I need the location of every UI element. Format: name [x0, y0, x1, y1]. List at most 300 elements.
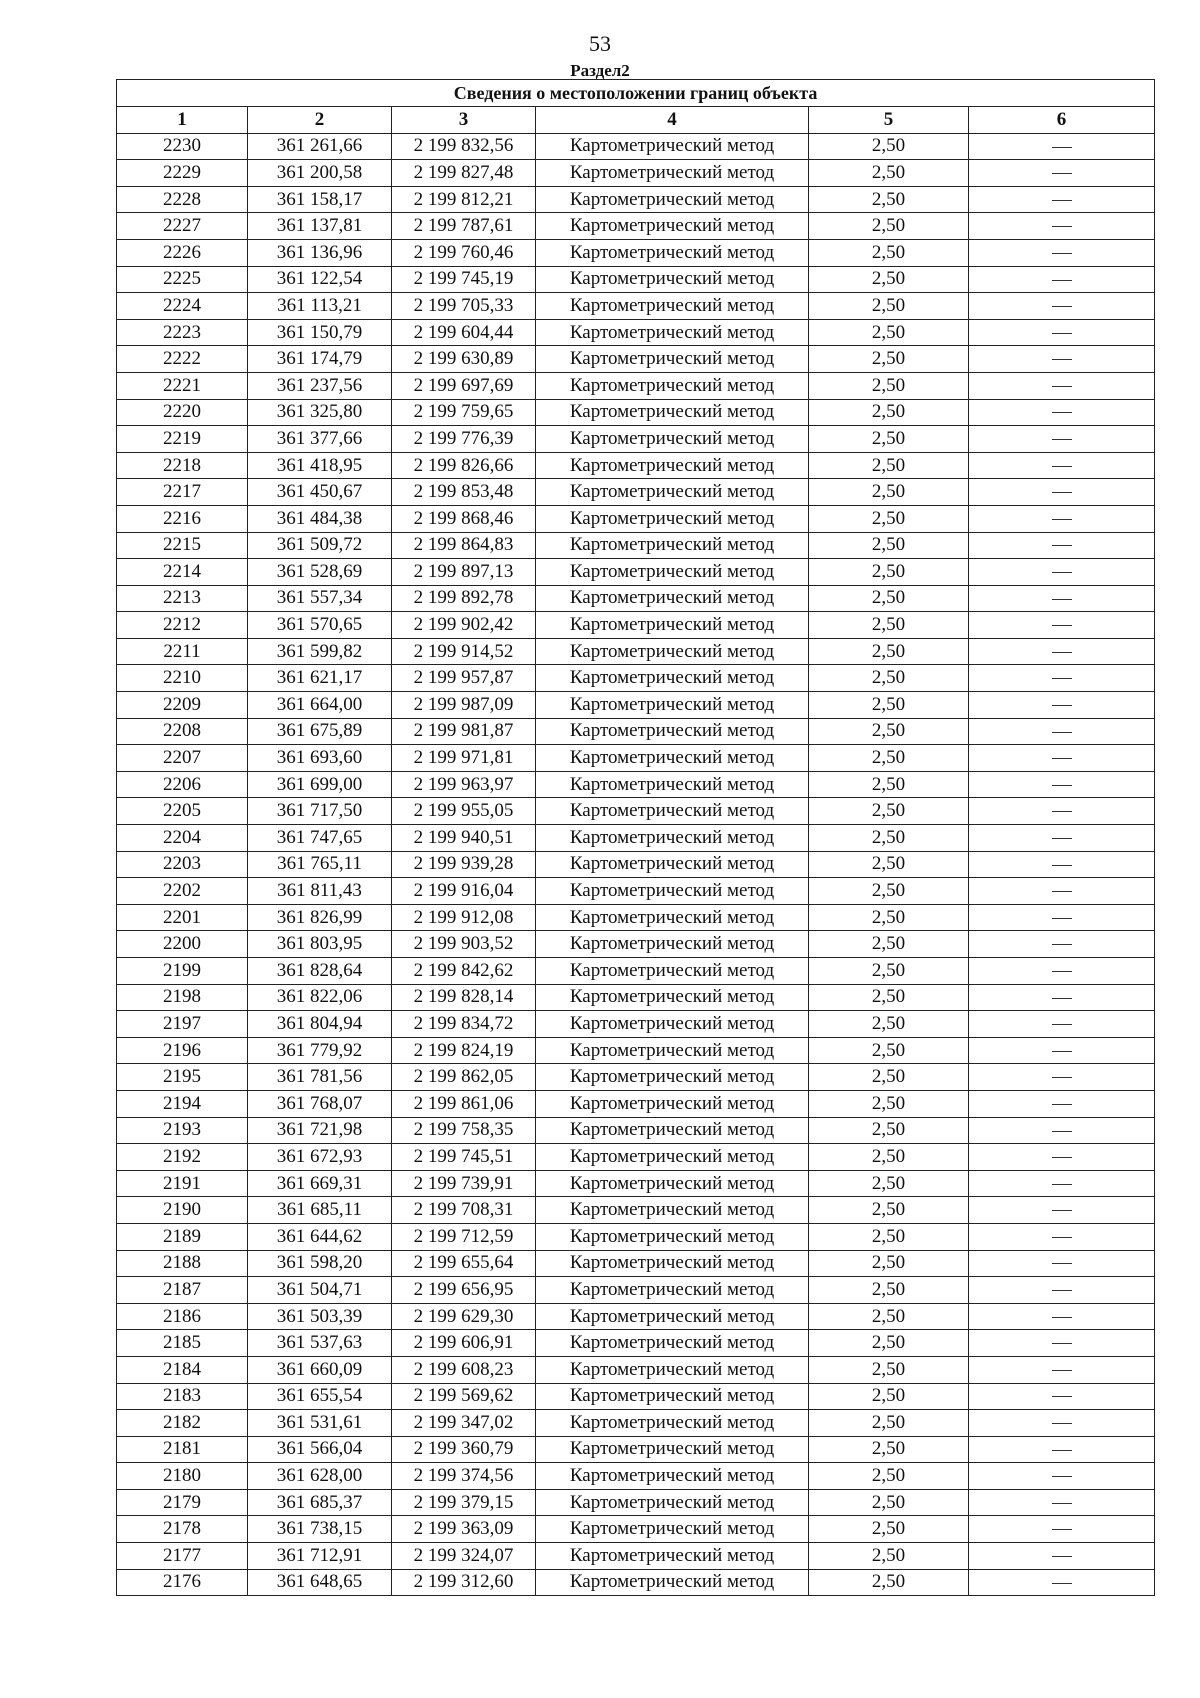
method-cell: Картометрический метод [536, 638, 809, 665]
y-coordinate-cell: 2 199 745,19 [392, 266, 536, 293]
x-coordinate-cell: 361 418,95 [248, 452, 392, 479]
table-row [117, 133, 1155, 160]
table-row [117, 1277, 1155, 1304]
dash-mark [1052, 1503, 1072, 1504]
x-coordinate-cell: 361 747,65 [248, 825, 392, 852]
accuracy-cell: 2,50 [809, 1011, 969, 1038]
dash-mark [1052, 705, 1072, 706]
dash-mark [1052, 971, 1072, 972]
accuracy-cell: 2,50 [809, 399, 969, 426]
point-number-cell: 2214 [117, 559, 248, 586]
y-coordinate-cell: 2 199 745,51 [392, 1144, 536, 1171]
accuracy-cell: 2,50 [809, 1463, 969, 1490]
point-number-cell: 2177 [117, 1543, 248, 1570]
method-cell: Картометрический метод [536, 1436, 809, 1463]
accuracy-cell: 2,50 [809, 931, 969, 958]
y-coordinate-cell: 2 199 912,08 [392, 904, 536, 931]
x-coordinate-cell: 361 122,54 [248, 266, 392, 293]
dash-mark [1052, 1290, 1072, 1291]
table-row [117, 1303, 1155, 1330]
x-coordinate-cell: 361 721,98 [248, 1117, 392, 1144]
point-number-cell: 2198 [117, 984, 248, 1011]
table-row [117, 559, 1155, 586]
description-cell [969, 505, 1155, 532]
y-coordinate-cell: 2 199 902,42 [392, 612, 536, 639]
accuracy-cell: 2,50 [809, 1543, 969, 1570]
description-cell [969, 293, 1155, 320]
y-coordinate-cell: 2 199 987,09 [392, 692, 536, 719]
description-cell [969, 479, 1155, 506]
y-coordinate-cell: 2 199 324,07 [392, 1543, 536, 1570]
point-number-cell: 2229 [117, 160, 248, 187]
x-coordinate-cell: 361 699,00 [248, 771, 392, 798]
dash-mark [1052, 918, 1072, 919]
point-number-cell: 2208 [117, 718, 248, 745]
table-row [117, 532, 1155, 559]
accuracy-cell: 2,50 [809, 585, 969, 612]
table-row [117, 665, 1155, 692]
table-row [117, 1144, 1155, 1171]
column-header-4: 4 [536, 107, 809, 134]
accuracy-cell: 2,50 [809, 319, 969, 346]
point-number-cell: 2216 [117, 505, 248, 532]
description-cell [969, 319, 1155, 346]
point-number-cell: 2211 [117, 638, 248, 665]
dash-mark [1052, 1396, 1072, 1397]
dash-mark [1052, 1237, 1072, 1238]
table-row [117, 1117, 1155, 1144]
accuracy-cell: 2,50 [809, 1516, 969, 1543]
method-cell: Картометрический метод [536, 1223, 809, 1250]
method-cell: Картометрический метод [536, 718, 809, 745]
method-cell: Картометрический метод [536, 133, 809, 160]
point-number-cell: 2212 [117, 612, 248, 639]
y-coordinate-cell: 2 199 827,48 [392, 160, 536, 187]
point-number-cell: 2218 [117, 452, 248, 479]
description-cell [969, 1197, 1155, 1224]
dash-mark [1052, 891, 1072, 892]
method-cell: Картометрический метод [536, 1011, 809, 1038]
description-cell [969, 665, 1155, 692]
method-cell: Картометрический метод [536, 851, 809, 878]
table-row [117, 692, 1155, 719]
method-cell: Картометрический метод [536, 1356, 809, 1383]
point-number-cell: 2190 [117, 1197, 248, 1224]
point-number-cell: 2178 [117, 1516, 248, 1543]
description-cell [969, 718, 1155, 745]
description-cell [969, 1463, 1155, 1490]
description-cell [969, 186, 1155, 213]
table-row [117, 851, 1155, 878]
dash-mark [1052, 1131, 1072, 1132]
point-number-cell: 2201 [117, 904, 248, 931]
method-cell: Картометрический метод [536, 771, 809, 798]
dash-mark [1052, 545, 1072, 546]
table-row [117, 213, 1155, 240]
y-coordinate-cell: 2 199 957,87 [392, 665, 536, 692]
description-cell [969, 1090, 1155, 1117]
method-cell: Картометрический метод [536, 426, 809, 453]
table-row [117, 771, 1155, 798]
y-coordinate-cell: 2 199 374,56 [392, 1463, 536, 1490]
accuracy-cell: 2,50 [809, 1090, 969, 1117]
method-cell: Картометрический метод [536, 1090, 809, 1117]
point-number-cell: 2206 [117, 771, 248, 798]
y-coordinate-cell: 2 199 604,44 [392, 319, 536, 346]
y-coordinate-cell: 2 199 629,30 [392, 1303, 536, 1330]
description-cell [969, 1543, 1155, 1570]
point-number-cell: 2223 [117, 319, 248, 346]
y-coordinate-cell: 2 199 892,78 [392, 585, 536, 612]
accuracy-cell: 2,50 [809, 160, 969, 187]
dash-mark [1052, 173, 1072, 174]
description-cell [969, 931, 1155, 958]
column-header-1: 1 [117, 107, 248, 134]
table-row [117, 1037, 1155, 1064]
point-number-cell: 2192 [117, 1144, 248, 1171]
description-cell [969, 745, 1155, 772]
x-coordinate-cell: 361 672,93 [248, 1144, 392, 1171]
x-coordinate-cell: 361 738,15 [248, 1516, 392, 1543]
description-cell [969, 798, 1155, 825]
y-coordinate-cell: 2 199 864,83 [392, 532, 536, 559]
accuracy-cell: 2,50 [809, 1223, 969, 1250]
y-coordinate-cell: 2 199 868,46 [392, 505, 536, 532]
table-row [117, 1463, 1155, 1490]
dash-mark [1052, 147, 1072, 148]
description-cell [969, 1037, 1155, 1064]
x-coordinate-cell: 361 660,09 [248, 1356, 392, 1383]
x-coordinate-cell: 361 570,65 [248, 612, 392, 639]
x-coordinate-cell: 361 648,65 [248, 1569, 392, 1596]
point-number-cell: 2222 [117, 346, 248, 373]
method-cell: Картометрический метод [536, 878, 809, 905]
y-coordinate-cell: 2 199 862,05 [392, 1064, 536, 1091]
x-coordinate-cell: 361 768,07 [248, 1090, 392, 1117]
table-row [117, 1250, 1155, 1277]
x-coordinate-cell: 361 693,60 [248, 745, 392, 772]
accuracy-cell: 2,50 [809, 1356, 969, 1383]
table-row [117, 1383, 1155, 1410]
x-coordinate-cell: 361 644,62 [248, 1223, 392, 1250]
description-cell [969, 612, 1155, 639]
dash-mark [1052, 998, 1072, 999]
y-coordinate-cell: 2 199 705,33 [392, 293, 536, 320]
x-coordinate-cell: 361 200,58 [248, 160, 392, 187]
method-cell: Картометрический метод [536, 585, 809, 612]
x-coordinate-cell: 361 655,54 [248, 1383, 392, 1410]
table-row [117, 984, 1155, 1011]
table-row [117, 1090, 1155, 1117]
accuracy-cell: 2,50 [809, 346, 969, 373]
table-row [117, 426, 1155, 453]
dash-mark [1052, 1210, 1072, 1211]
accuracy-cell: 2,50 [809, 771, 969, 798]
y-coordinate-cell: 2 199 842,62 [392, 958, 536, 985]
point-number-cell: 2200 [117, 931, 248, 958]
table-row [117, 1223, 1155, 1250]
dash-mark [1052, 678, 1072, 679]
column-header-5: 5 [809, 107, 969, 134]
x-coordinate-cell: 361 779,92 [248, 1037, 392, 1064]
boundary-coordinates-table [116, 79, 1155, 1596]
description-cell [969, 1223, 1155, 1250]
table-row [117, 798, 1155, 825]
accuracy-cell: 2,50 [809, 213, 969, 240]
y-coordinate-cell: 2 199 897,13 [392, 559, 536, 586]
dash-mark [1052, 1370, 1072, 1371]
y-coordinate-cell: 2 199 712,59 [392, 1223, 536, 1250]
method-cell: Картометрический метод [536, 984, 809, 1011]
point-number-cell: 2189 [117, 1223, 248, 1250]
description-cell [969, 372, 1155, 399]
point-number-cell: 2181 [117, 1436, 248, 1463]
table-row [117, 878, 1155, 905]
x-coordinate-cell: 361 504,71 [248, 1277, 392, 1304]
accuracy-cell: 2,50 [809, 1117, 969, 1144]
x-coordinate-cell: 361 174,79 [248, 346, 392, 373]
description-cell [969, 160, 1155, 187]
point-number-cell: 2217 [117, 479, 248, 506]
table-row [117, 1064, 1155, 1091]
point-number-cell: 2225 [117, 266, 248, 293]
x-coordinate-cell: 361 113,21 [248, 293, 392, 320]
method-cell: Картометрический метод [536, 931, 809, 958]
method-cell: Картометрический метод [536, 1410, 809, 1437]
y-coordinate-cell: 2 199 903,52 [392, 931, 536, 958]
table-row [117, 931, 1155, 958]
y-coordinate-cell: 2 199 832,56 [392, 133, 536, 160]
y-coordinate-cell: 2 199 826,66 [392, 452, 536, 479]
dash-mark [1052, 625, 1072, 626]
method-cell: Картометрический метод [536, 1117, 809, 1144]
method-cell: Картометрический метод [536, 160, 809, 187]
point-number-cell: 2182 [117, 1410, 248, 1437]
dash-mark [1052, 785, 1072, 786]
x-coordinate-cell: 361 599,82 [248, 638, 392, 665]
point-number-cell: 2183 [117, 1383, 248, 1410]
description-cell [969, 559, 1155, 586]
accuracy-cell: 2,50 [809, 958, 969, 985]
accuracy-cell: 2,50 [809, 718, 969, 745]
dash-mark [1052, 519, 1072, 520]
dash-mark [1052, 732, 1072, 733]
method-cell: Картометрический метод [536, 745, 809, 772]
description-cell [969, 213, 1155, 240]
y-coordinate-cell: 2 199 971,81 [392, 745, 536, 772]
point-number-cell: 2204 [117, 825, 248, 852]
method-cell: Картометрический метод [536, 319, 809, 346]
point-number-cell: 2205 [117, 798, 248, 825]
method-cell: Картометрический метод [536, 1569, 809, 1596]
accuracy-cell: 2,50 [809, 1277, 969, 1304]
accuracy-cell: 2,50 [809, 186, 969, 213]
dash-mark [1052, 572, 1072, 573]
dash-mark [1052, 758, 1072, 759]
dash-mark [1052, 386, 1072, 387]
table-row [117, 1011, 1155, 1038]
description-cell [969, 1356, 1155, 1383]
point-number-cell: 2197 [117, 1011, 248, 1038]
description-cell [969, 133, 1155, 160]
dash-mark [1052, 1583, 1072, 1584]
table-row [117, 452, 1155, 479]
y-coordinate-cell: 2 199 739,91 [392, 1170, 536, 1197]
dash-mark [1052, 1317, 1072, 1318]
x-coordinate-cell: 361 150,79 [248, 319, 392, 346]
point-number-cell: 2186 [117, 1303, 248, 1330]
accuracy-cell: 2,50 [809, 293, 969, 320]
x-coordinate-cell: 361 509,72 [248, 532, 392, 559]
table-row [117, 958, 1155, 985]
accuracy-cell: 2,50 [809, 1410, 969, 1437]
method-cell: Картометрический метод [536, 798, 809, 825]
method-cell: Картометрический метод [536, 532, 809, 559]
y-coordinate-cell: 2 199 630,89 [392, 346, 536, 373]
dash-mark [1052, 599, 1072, 600]
accuracy-cell: 2,50 [809, 692, 969, 719]
y-coordinate-cell: 2 199 347,02 [392, 1410, 536, 1437]
description-cell [969, 825, 1155, 852]
point-number-cell: 2224 [117, 293, 248, 320]
accuracy-cell: 2,50 [809, 426, 969, 453]
table-row [117, 372, 1155, 399]
y-coordinate-cell: 2 199 916,04 [392, 878, 536, 905]
method-cell: Картометрический метод [536, 958, 809, 985]
method-cell: Картометрический метод [536, 293, 809, 320]
x-coordinate-cell: 361 675,89 [248, 718, 392, 745]
method-cell: Картометрический метод [536, 1170, 809, 1197]
method-cell: Картометрический метод [536, 904, 809, 931]
table-row [117, 293, 1155, 320]
method-cell: Картометрический метод [536, 559, 809, 586]
method-cell: Картометрический метод [536, 1383, 809, 1410]
description-cell [969, 266, 1155, 293]
y-coordinate-cell: 2 199 834,72 [392, 1011, 536, 1038]
point-number-cell: 2180 [117, 1463, 248, 1490]
accuracy-cell: 2,50 [809, 372, 969, 399]
dash-mark [1052, 492, 1072, 493]
table-row [117, 266, 1155, 293]
y-coordinate-cell: 2 199 379,15 [392, 1489, 536, 1516]
dash-mark [1052, 838, 1072, 839]
x-coordinate-cell: 361 712,91 [248, 1543, 392, 1570]
accuracy-cell: 2,50 [809, 878, 969, 905]
x-coordinate-cell: 361 628,00 [248, 1463, 392, 1490]
point-number-cell: 2193 [117, 1117, 248, 1144]
column-header-6: 6 [969, 107, 1155, 134]
point-number-cell: 2226 [117, 239, 248, 266]
y-coordinate-cell: 2 199 363,09 [392, 1516, 536, 1543]
table-row [117, 1569, 1155, 1596]
description-cell [969, 851, 1155, 878]
accuracy-cell: 2,50 [809, 505, 969, 532]
method-cell: Картометрический метод [536, 239, 809, 266]
dash-mark [1052, 1263, 1072, 1264]
x-coordinate-cell: 361 566,04 [248, 1436, 392, 1463]
y-coordinate-cell: 2 199 708,31 [392, 1197, 536, 1224]
description-cell [969, 1064, 1155, 1091]
y-coordinate-cell: 2 199 955,05 [392, 798, 536, 825]
method-cell: Картометрический метод [536, 452, 809, 479]
accuracy-cell: 2,50 [809, 1330, 969, 1357]
x-coordinate-cell: 361 528,69 [248, 559, 392, 586]
dash-mark [1052, 652, 1072, 653]
table-row [117, 1197, 1155, 1224]
table-body [117, 133, 1155, 1596]
dash-mark [1052, 1104, 1072, 1105]
dash-mark [1052, 865, 1072, 866]
point-number-cell: 2215 [117, 532, 248, 559]
accuracy-cell: 2,50 [809, 745, 969, 772]
description-cell [969, 1170, 1155, 1197]
x-coordinate-cell: 361 685,11 [248, 1197, 392, 1224]
x-coordinate-cell: 361 237,56 [248, 372, 392, 399]
description-cell [969, 1410, 1155, 1437]
description-cell [969, 1011, 1155, 1038]
method-cell: Картометрический метод [536, 346, 809, 373]
point-number-cell: 2213 [117, 585, 248, 612]
table-row [117, 585, 1155, 612]
x-coordinate-cell: 361 803,95 [248, 931, 392, 958]
description-cell [969, 1516, 1155, 1543]
accuracy-cell: 2,50 [809, 1144, 969, 1171]
accuracy-cell: 2,50 [809, 984, 969, 1011]
dash-mark [1052, 811, 1072, 812]
method-cell: Картометрический метод [536, 1037, 809, 1064]
y-coordinate-cell: 2 199 360,79 [392, 1436, 536, 1463]
table-row [117, 904, 1155, 931]
method-cell: Картометрический метод [536, 1543, 809, 1570]
description-cell [969, 1330, 1155, 1357]
point-number-cell: 2221 [117, 372, 248, 399]
accuracy-cell: 2,50 [809, 851, 969, 878]
accuracy-cell: 2,50 [809, 239, 969, 266]
point-number-cell: 2191 [117, 1170, 248, 1197]
table-row [117, 399, 1155, 426]
description-cell [969, 1117, 1155, 1144]
table-row [117, 319, 1155, 346]
x-coordinate-cell: 361 136,96 [248, 239, 392, 266]
dash-mark [1052, 280, 1072, 281]
method-cell: Картометрический метод [536, 505, 809, 532]
dash-mark [1052, 1529, 1072, 1530]
x-coordinate-cell: 361 781,56 [248, 1064, 392, 1091]
description-cell [969, 984, 1155, 1011]
dash-mark [1052, 1184, 1072, 1185]
accuracy-cell: 2,50 [809, 1303, 969, 1330]
dash-mark [1052, 253, 1072, 254]
dash-mark [1052, 1423, 1072, 1424]
dash-mark [1052, 439, 1072, 440]
y-coordinate-cell: 2 199 940,51 [392, 825, 536, 852]
dash-mark [1052, 200, 1072, 201]
dash-mark [1052, 1450, 1072, 1451]
point-number-cell: 2227 [117, 213, 248, 240]
point-number-cell: 2219 [117, 426, 248, 453]
table-caption: Сведения о местоположении границ объекта [117, 80, 1155, 107]
description-cell [969, 585, 1155, 612]
method-cell: Картометрический метод [536, 372, 809, 399]
point-number-cell: 2209 [117, 692, 248, 719]
table-row [117, 718, 1155, 745]
description-cell [969, 692, 1155, 719]
accuracy-cell: 2,50 [809, 1037, 969, 1064]
point-number-cell: 2187 [117, 1277, 248, 1304]
y-coordinate-cell: 2 199 981,87 [392, 718, 536, 745]
y-coordinate-cell: 2 199 812,21 [392, 186, 536, 213]
dash-mark [1052, 466, 1072, 467]
